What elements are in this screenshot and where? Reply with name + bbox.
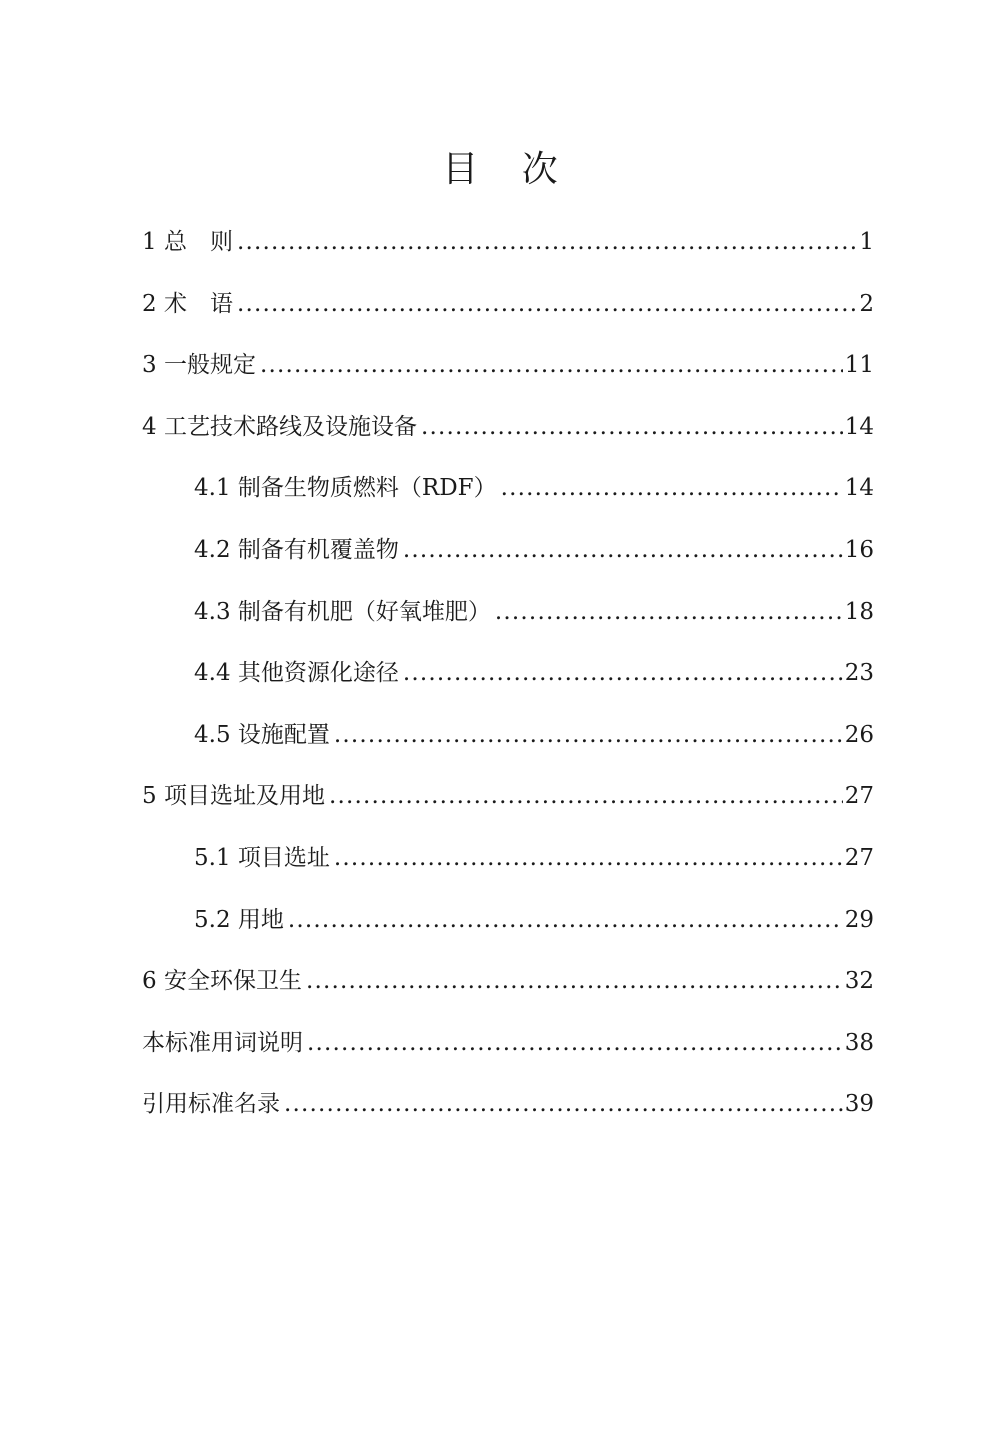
toc-entry-page: 23 (844, 660, 874, 687)
toc-entry-label: 术 语 (163, 290, 233, 317)
toc-entry-number: 4.4 (194, 660, 238, 687)
toc-entry-label: 制备有机肥（好氧堆肥） (237, 598, 491, 625)
toc-entry[interactable] (142, 407, 874, 469)
toc-entry-page: 27 (844, 844, 874, 871)
toc-entry-number: 4.3 (194, 598, 238, 625)
toc-entry[interactable] (142, 961, 874, 1023)
toc-entry-label: 一般规定 (163, 352, 256, 379)
toc-subentry[interactable] (142, 838, 874, 900)
toc-entry-label: 设施配置 (237, 721, 330, 748)
toc-entry[interactable] (142, 1084, 874, 1146)
toc-entry-page: 11 (844, 352, 874, 379)
toc-entry-label: 用地 (237, 906, 284, 933)
dot-leader (329, 776, 843, 816)
toc-entry-label: 工艺技术路线及设施设备 (163, 413, 417, 440)
toc-entry-label: 本标准用词说明 (142, 1029, 303, 1056)
toc-entry-number: 3 (142, 352, 164, 379)
dot-leader (237, 222, 857, 262)
dot-leader (307, 1023, 843, 1063)
dot-leader (403, 653, 843, 693)
toc-subentry[interactable] (142, 530, 874, 592)
toc-entry-number: 4 (142, 413, 164, 440)
toc-entry-page: 14 (844, 475, 874, 502)
toc-entry-label: 引用标准名录 (142, 1091, 280, 1118)
dot-leader (501, 468, 843, 508)
toc-entry-label: 安全环保卫生 (163, 968, 302, 995)
toc-entry-page: 14 (844, 413, 874, 440)
toc-entry-number: 2 (142, 290, 164, 317)
toc-entry-label: 制备生物质燃料（RDF） (237, 475, 497, 502)
toc-entry-page: 1 (859, 229, 874, 255)
dot-leader (421, 407, 843, 447)
toc-entry-number: 5.2 (194, 906, 238, 933)
toc-entry-number: 4.2 (194, 536, 238, 563)
toc-entry[interactable] (142, 284, 874, 346)
toc-entry-page: 27 (844, 783, 874, 810)
toc-subentry[interactable] (142, 468, 874, 530)
dot-leader (403, 530, 843, 570)
dot-leader (334, 838, 843, 878)
toc-subentry[interactable] (142, 592, 874, 654)
dot-leader (334, 715, 843, 755)
toc-entry-page: 26 (844, 721, 874, 748)
toc-entry-page: 38 (844, 1029, 874, 1056)
toc-entry-number: 4.1 (194, 475, 238, 502)
toc-entry[interactable] (142, 776, 874, 838)
toc-subentry[interactable] (142, 900, 874, 962)
toc-entry-label: 制备有机覆盖物 (237, 536, 399, 563)
toc-entry-label: 项目选址 (237, 844, 330, 871)
dot-leader (284, 1084, 843, 1124)
dot-leader (288, 900, 843, 940)
table-of-contents (142, 222, 874, 1146)
toc-subentry[interactable] (142, 715, 874, 777)
toc-entry[interactable] (142, 222, 874, 284)
page-title: 目 次 (442, 149, 574, 190)
toc-entry-page: 2 (859, 290, 874, 317)
toc-entry-number: 1 (142, 229, 164, 255)
dot-leader (306, 961, 843, 1001)
toc-entry-page: 32 (844, 968, 874, 995)
dot-leader (237, 284, 857, 324)
toc-entry-number: 5 (142, 783, 164, 810)
toc-subentry[interactable] (142, 653, 874, 715)
toc-entry-page: 39 (844, 1091, 874, 1118)
toc-entry-number: 5.1 (194, 844, 238, 871)
toc-entry-label: 项目选址及用地 (163, 783, 325, 810)
toc-entry-page: 18 (844, 598, 874, 625)
toc-entry[interactable] (142, 345, 874, 407)
toc-entry-label: 其他资源化途径 (237, 660, 399, 687)
dot-leader (260, 345, 843, 385)
toc-entry[interactable] (142, 1023, 874, 1085)
toc-entry-number: 6 (142, 968, 164, 995)
toc-entry-page: 16 (844, 536, 874, 563)
dot-leader (495, 592, 843, 632)
toc-entry-number: 4.5 (194, 721, 238, 748)
toc-entry-page: 29 (844, 906, 874, 933)
toc-entry-label: 总 则 (163, 229, 233, 255)
